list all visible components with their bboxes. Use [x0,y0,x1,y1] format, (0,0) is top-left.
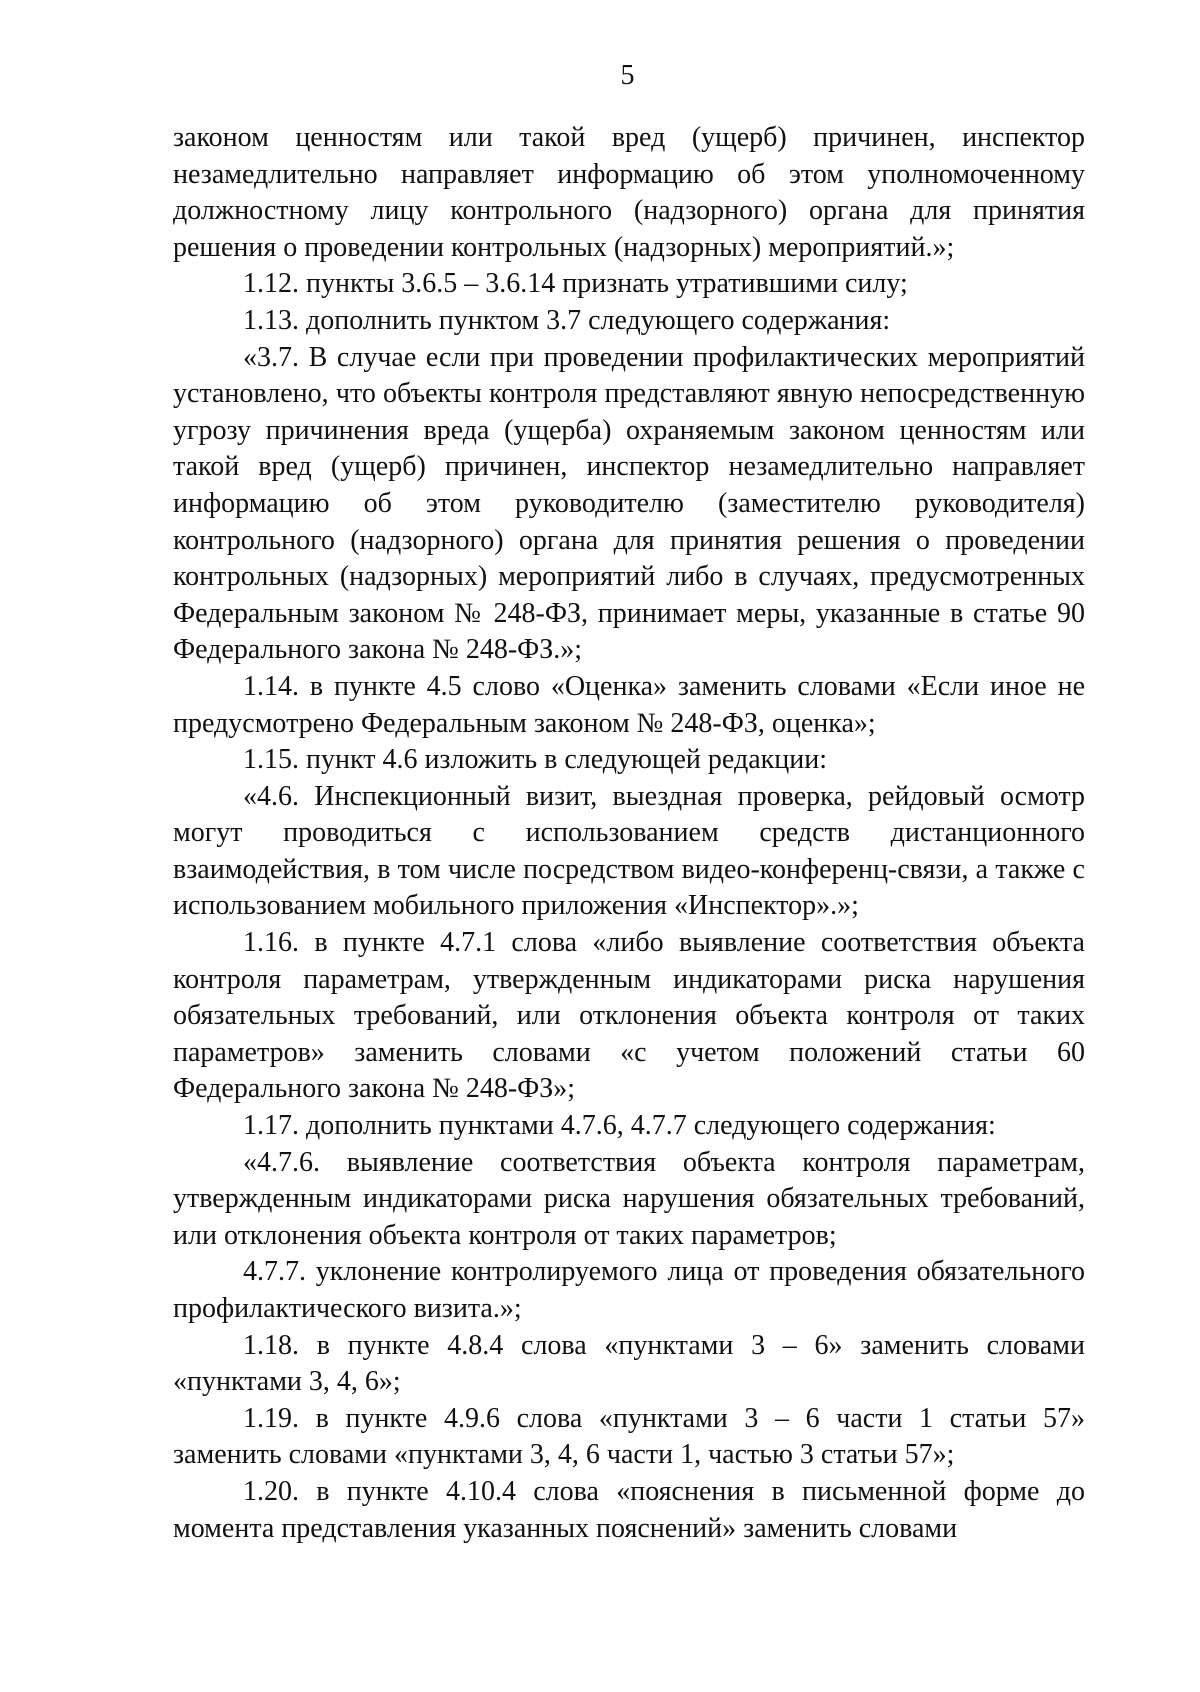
paragraph-4-7-6-quote: «4.7.6. выявление соответствия объекта контроля параметрам, утвержденным индикаторами риска нарушения обязательных требований, или отклонения объекта контроля от таких параметров; [173,1146,1085,1251]
paragraph-4-7-7: 4.7.7. уклонение контролируемого лица от проведения обязательного профилактического визита.»; [173,1256,1085,1324]
paragraph-4-6-quote: «4.6. Инспекционный визит, выездная проверка, рейдовый осмотр могут проводиться с использованием средств дистанционного взаимодействия, в том числе посредством видео-конференц-связи, а также с использованием мобильного приложения «Инспектор».»; [173,780,1085,922]
paragraph-1-19: 1.19. в пункте 4.9.6 слова «пунктами 3 – 6 части 1 статьи 57» заменить словами «пунктами 3, 4, 6 части 1, частью 3 статьи 57»; [173,1402,1085,1471]
paragraph-1-16: 1.16. в пункте 4.7.1 слова «либо выявление соответствия объекта контроля параметрам, утвержденным индикаторами риска нарушения обязательных требований, или отклонения объекта контроля от таких параметров» заменить словами «с учетом положений статьи 60 Федерального закона № 248-ФЗ»; [173,927,1085,1105]
document-body [173,120,1085,1547]
paragraph-1-17: 1.17. дополнить пунктами 4.7.6, 4.7.7 следующего содержания: [243,1110,996,1142]
paragraph-1-20: 1.20. в пункте 4.10.4 слова «пояснения в письменной форме до момента представления указанных пояснений» заменить словами [173,1475,1085,1544]
paragraph-1-14: 1.14. в пункте 4.5 слово «Оценка» заменить словами «Если иное не предусмотрено Федеральным законом № 248-ФЗ, оценка»; [173,670,1085,739]
page-number: 5 [620,60,635,91]
paragraph-1-18: 1.18. в пункте 4.8.4 слова «пунктами 3 – 6» заменить словами «пунктами 3, 4, 6»; [173,1329,1085,1398]
paragraph-3-7-quote: «3.7. В случае если при проведении профилактических мероприятий установлено, что объекты контроля представляют явную непосредственную угрозу причинения вреда (ущерба) охраняемым законом ценностям или такой вред (ущерб) причинен, инспектор незамедлительно направляет информацию об этом руководителю (заместителю руководителя) контрольного (надзорного) органа для принятия решения о проведении контрольных (надзорных) мероприятий либо в случаях, предусмотренных Федеральным законом № 248-ФЗ, принимает меры, указанные в статье 90 Федерального закона № 248-ФЗ.»; [173,341,1085,666]
paragraph-1-15: 1.15. пункт 4.6 изложить в следующей редакции: [243,744,827,776]
paragraph-1-12: 1.12. пункты 3.6.5 – 3.6.14 признать утратившими силу; [243,268,908,300]
paragraph-continuation: законом ценностям или такой вред (ущерб) причинен, инспектор незамедлительно направляет информацию об этом уполномоченному должностному лицу контрольного (надзорного) органа для принятия решения о проведении контрольных (надзорных) мероприятий.»; [173,122,1085,263]
paragraph-1-13: 1.13. дополнить пунктом 3.7 следующего содержания: [243,304,891,336]
